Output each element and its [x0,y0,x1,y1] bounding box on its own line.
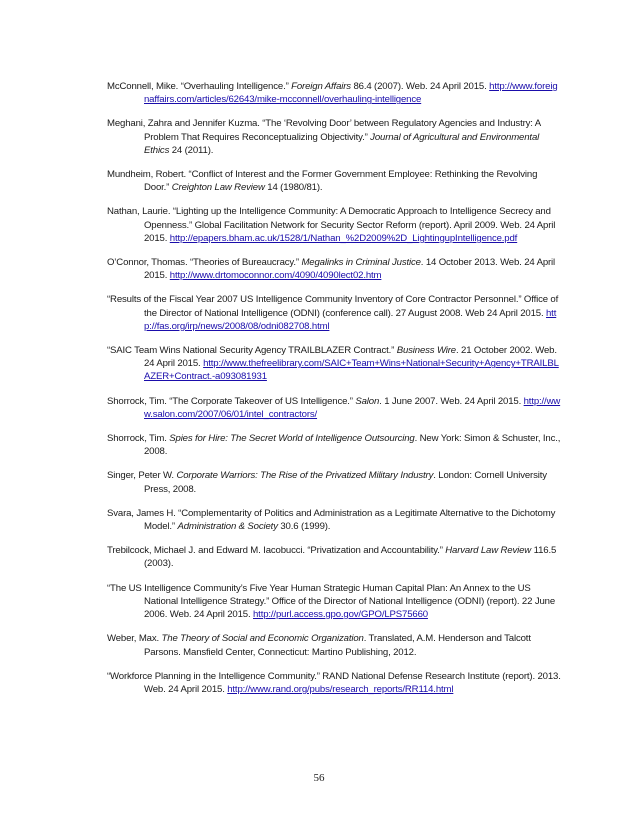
entry-link[interactable]: http://fas.org/irp/news/2008/08/odni082708.html [144,307,557,332]
entry-link[interactable]: http://www.foreignaffairs.com/articles/62643/mike-mcconnell/overhauling-intelligence [144,81,558,106]
bibliography-entry [107,632,562,658]
entry-text-after: . 21 October 2002. Web. 24 April 2015. [144,345,557,370]
entry-link[interactable]: http://purl.access.gpo.gov/GPO/LPS75660 [253,609,428,621]
entry-text-after: . London: Cornell University Press, 2008. [144,470,547,495]
entry-text-after: . New York: Simon & Schuster, Inc., 2008. [144,433,561,458]
entry-italic-title: Corporate Warriors: The Rise of the Privatized Military Industry [176,470,434,482]
bibliography-entry [107,582,562,622]
entry-text: Meghani, Zahra and Jennifer Kuzma. “The ‘Revolving Door’ between Regulatory Agencies and Industry: A Problem That Requires Reconceptualizing Objectivity.” [107,118,541,143]
bibliography-entry [107,507,562,533]
entry-text: Shorrock, Tim. “The Corporate Takeover of US Intelligence.” [107,395,356,407]
entry-text: Svara, James H. “Complementarity of Politics and Administration as a Legitimate Alternative to the Dichotomy Model.” [107,507,556,533]
entry-text: “The US Intelligence Community’s Five Year Human Strategic Human Capital Plan: An Annex to the US National Intelligence Strategy.” Office of the Director of National Intelligence (ODNI) (report). 22 June 2006. Web. 24 April 2015. [107,582,556,621]
entry-link[interactable]: http://www.drtomoconnor.com/4090/4090lect02.htm [169,270,382,282]
entry-text: Weber, Max. [107,633,162,645]
bibliography-entry [107,432,562,458]
entry-italic-title: Creighton Law Review [171,182,265,194]
entry-text: Nathan, Laurie. “Lighting up the Intelligence Community: A Democratic Approach to Intelligence Secrecy and Openness.” Global Facilitation Network for Security Sector Reform (report). April 2009. Web. 24 April 2015. [107,206,556,244]
entry-link[interactable]: http://epapers.bham.ac.uk/1528/1/Nathan_%2D2009%2D_LightingupIntelligence.pdf [169,232,518,244]
entry-text: Trebilcock, Michael J. and Edward M. Iacobucci. “Privatization and Accountability.” [107,545,446,557]
bibliography-entry [107,168,562,194]
entry-text-after: . 14 October 2013. Web. 24 April 2015. [144,257,556,282]
entry-text-after: 24 (2011). [169,144,214,156]
entry-text: Singer, Peter W. [107,470,177,482]
bibliography-list [107,80,562,707]
bibliography-entry [107,205,562,245]
entry-italic-title: The Theory of Social and Economic Organization [161,633,364,645]
entry-text-after: . Translated, A.M. Henderson and Talcott Parsons. Mansfield Center, Connecticut: Martino Publishing, 2012. [144,633,531,658]
bibliography-entry [107,293,562,333]
entry-link[interactable]: http://www.thefreelibrary.com/SAIC+Team+Wins+National+Security+Agency+TRAILBLAZER+Contract.-a093081931 [144,358,559,383]
entry-text: “Workforce Planning in the Intelligence Community.” RAND National Defense Research Institute (report). 2013. Web. 24 April 2015. [107,670,561,695]
bibliography-entry [107,80,562,106]
entry-text-after: 30.6 (1999). [277,521,331,533]
entry-text-after: 86.4 (2007). Web. 24 April 2015. [350,81,490,92]
entry-italic-title: Foreign Affairs [291,81,351,92]
bibliography-entry [107,256,562,282]
entry-italic-title: Salon [355,395,380,407]
bibliography-entry [107,395,562,421]
entry-italic-title: Megalinks in Criminal Justice [301,257,421,269]
entry-text: “Results of the Fiscal Year 2007 US Intelligence Community Inventory of Core Contractor Personnel.” Office of the Director of National Intelligence (ODNI) (conference call). 27 August 2008. Web 24 April 2015. [107,294,559,319]
entry-text: Mundheim, Robert. “Conflict of Interest and the Former Government Employee: Rethinking the Revolving Door.” [107,169,538,194]
entry-link[interactable]: http://www.salon.com/2007/06/01/intel_contractors/ [144,395,561,420]
entry-text: Shorrock, Tim. [107,433,170,445]
page-number: 56 [313,772,325,784]
bibliography-entry [107,670,562,696]
bibliography-entry [107,544,562,570]
entry-text-after: . 1 June 2007. Web. 24 April 2015. [379,395,524,407]
entry-text-after: 116.5 (2003). [144,545,557,570]
entry-italic-title: Spies for Hire: The Secret World of Intelligence Outsourcing [169,433,415,445]
entry-text: “SAIC Team Wins National Security Agency TRAILBLAZER Contract.” [107,345,397,357]
entry-text: McConnell, Mike. “Overhauling Intelligence.” [107,81,292,92]
entry-italic-title: Journal of Agricultural and Environmental Ethics [144,131,540,156]
bibliography-entry [107,344,562,384]
bibliography-entry [107,117,562,157]
entry-text: O’Connor, Thomas. “Theories of Bureaucracy.” [107,257,302,269]
bibliography-entry [107,469,562,495]
entry-italic-title: Harvard Law Review [445,545,532,557]
entry-italic-title: Administration & Society [177,521,278,533]
entry-italic-title: Business Wire [396,345,456,357]
entry-text-after: 14 (1980/81). [264,182,323,194]
entry-link[interactable]: http://www.rand.org/pubs/research_reports/RR114.html [227,683,454,695]
